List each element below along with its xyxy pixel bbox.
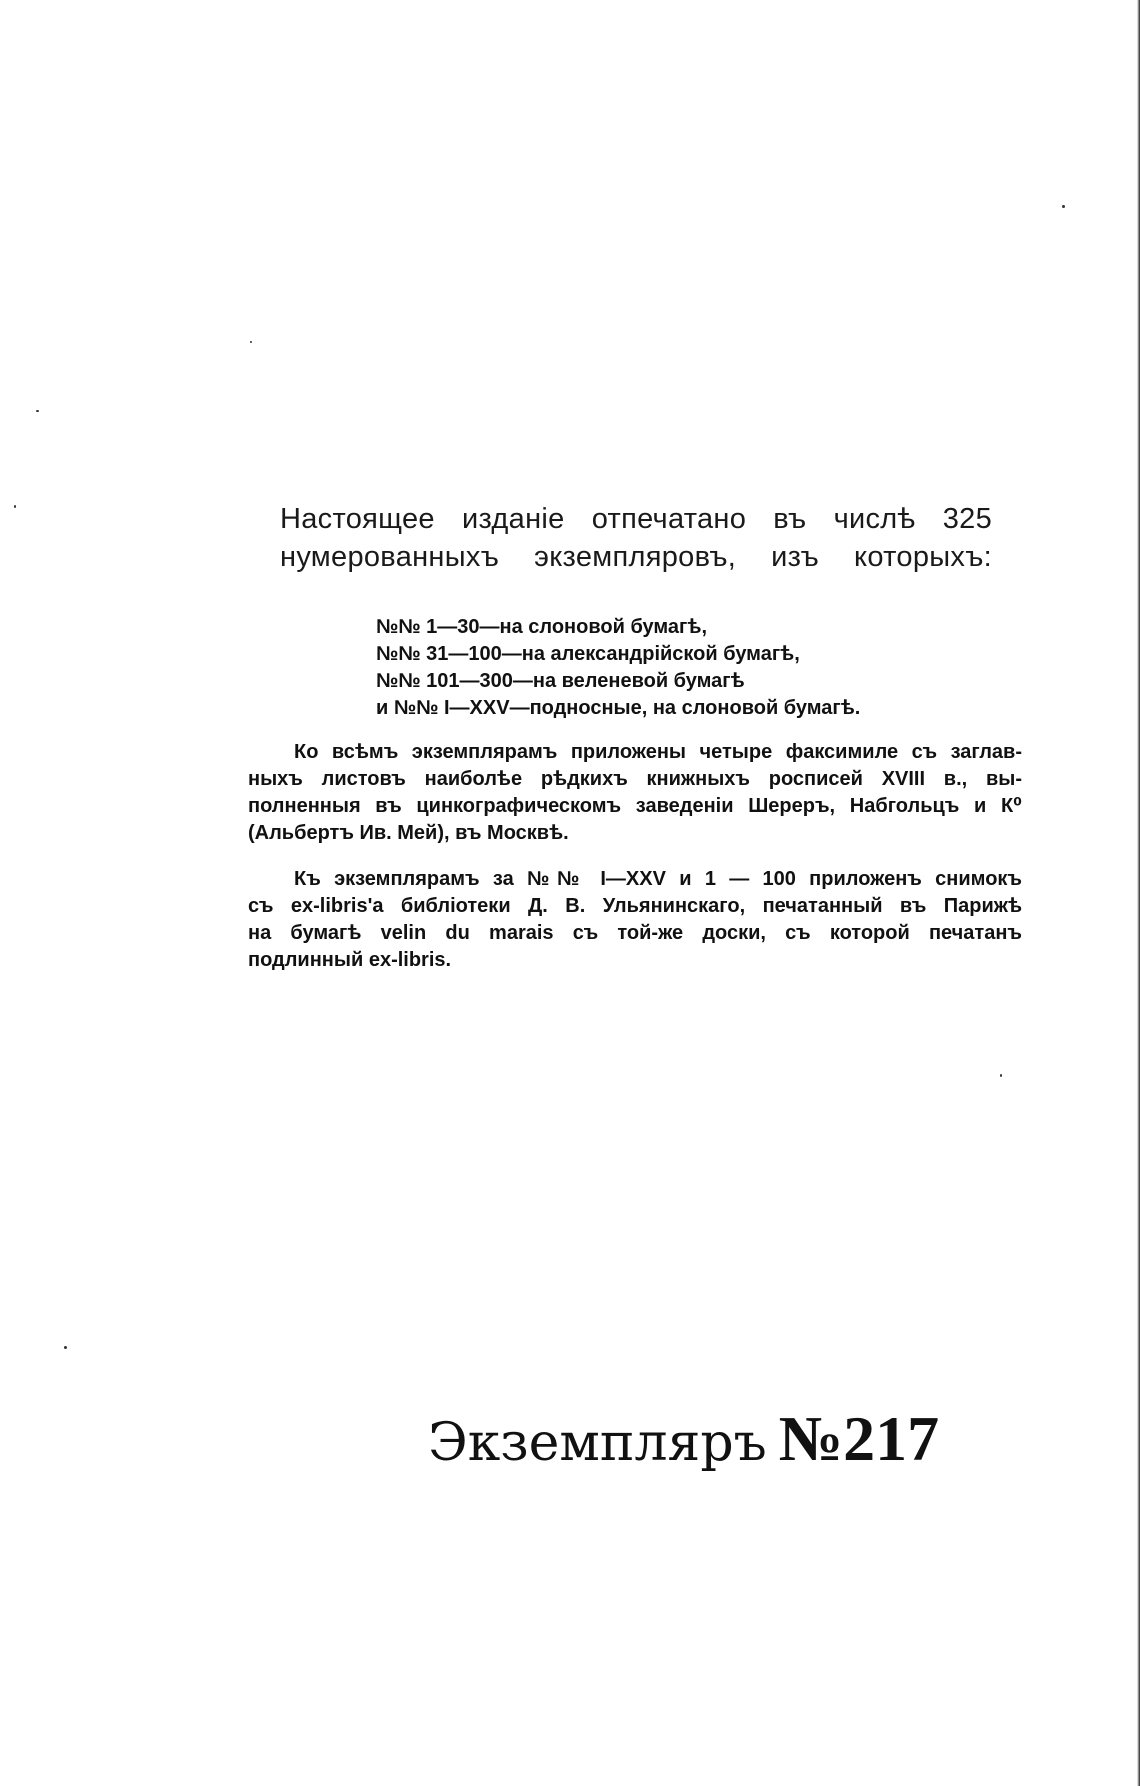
- edition-list-item: и №№ I—XXV—подносные, на слоновой бумагѣ.: [376, 697, 861, 719]
- facsimile-paragraph: [248, 739, 1022, 847]
- paragraph-line: на бумагѣ velin du marais съ той-же доски, съ которой печатанъ: [248, 922, 1022, 944]
- edition-list: [376, 614, 936, 722]
- copy-label: Экземпляръ: [428, 1413, 767, 1473]
- dust-speck: [36, 410, 39, 412]
- dust-speck: [64, 1346, 67, 1349]
- paragraph-line: съ ex-libris'а библіотеки Д. В. Ульянинскаго, печатанный въ Парижѣ: [248, 895, 1022, 917]
- dust-speck: [1000, 1074, 1002, 1077]
- edition-list-item: №№ 101—300—на веленевой бумагѣ: [376, 670, 745, 692]
- edition-statement-line: нумерованныхъ экземпляровъ, изъ которыхъ:: [280, 541, 992, 573]
- edition-statement-line: Настоящее изданіе отпечатано въ числѣ 325: [280, 503, 992, 535]
- dust-speck: [1062, 205, 1065, 208]
- paragraph-line: (Альбертъ Ив. Мей), въ Москвѣ.: [248, 822, 569, 844]
- dust-speck: [250, 341, 252, 343]
- edition-list-item: №№ 31—100—на александрійской бумагѣ,: [376, 643, 800, 665]
- copy-number: №217: [778, 1403, 940, 1474]
- edition-statement: [280, 500, 992, 576]
- ex-libris-paragraph: [248, 866, 1022, 974]
- copy-number-stamp: [428, 1405, 939, 1477]
- paragraph-line: Къ экземплярамъ за №№ I—XXV и 1 — 100 приложенъ снимокъ: [294, 868, 1022, 890]
- paragraph-line: ныхъ листовъ наиболѣе рѣдкихъ книжныхъ росписей XVIII в., вы-: [248, 768, 1022, 790]
- paragraph-line: полненныя въ цинкографическомъ заведеніи Шереръ, Набгольцъ и К⁰: [248, 795, 1022, 817]
- edition-list-item: №№ 1—30—на слоновой бумагѣ,: [376, 616, 707, 638]
- paragraph-line: Ко всѣмъ экземплярамъ приложены четыре факсимиле съ заглав-: [294, 741, 1022, 763]
- paragraph-line: подлинный ex-libris.: [248, 949, 452, 971]
- dust-speck: [14, 505, 16, 508]
